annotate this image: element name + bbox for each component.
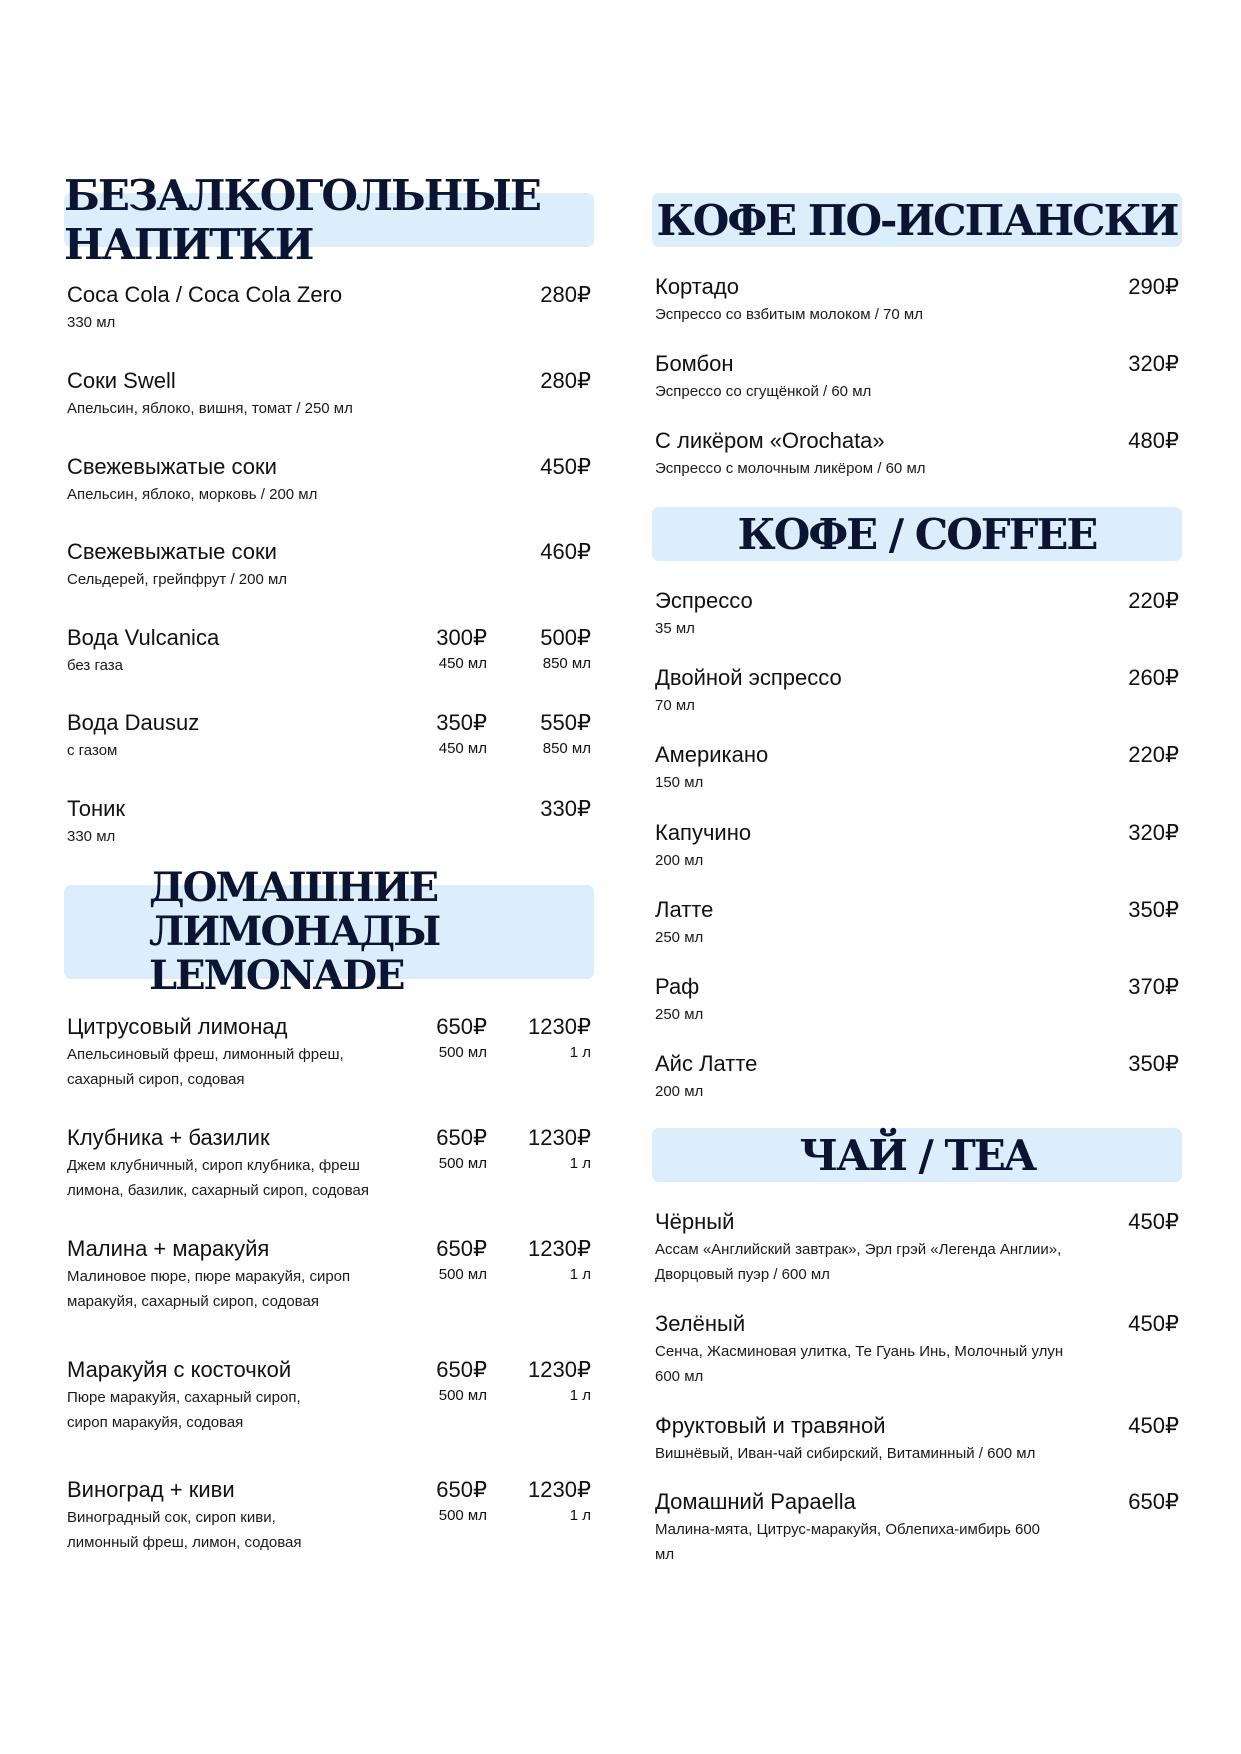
item-price: 280₽ [540, 282, 591, 307]
item-volume-large: 850 мл [542, 740, 591, 757]
section-title [64, 864, 594, 999]
item-name: Свежевыжатые соки [67, 454, 277, 479]
section-title: КОФЕ / COFFEE [652, 507, 1182, 561]
item-name: Соки Swell [67, 368, 176, 393]
item-price-large: 550₽ [540, 710, 591, 735]
section-soft-drinks [64, 171, 594, 269]
item-volume-small: 500 мл [438, 1266, 487, 1283]
item-price: 220₽ [1128, 588, 1179, 613]
item-price: 450₽ [540, 454, 591, 479]
item-description: Виноградный сок, сироп киви, лимонный фреш, лимон, содовая [67, 1509, 302, 1551]
item-volume-small: 500 мл [438, 1507, 487, 1524]
item-name: Свежевыжатые соки [67, 539, 277, 564]
item-name: С ликёром «Orochata» [655, 428, 885, 453]
item-price: 290₽ [1128, 274, 1179, 299]
item-price: 220₽ [1128, 742, 1179, 767]
item-description: Пюре маракуйя, сахарный сироп, сироп маракуйя, содовая [67, 1389, 301, 1431]
item-description: с газом [67, 742, 118, 759]
item-description: 70 мл [655, 697, 695, 714]
item-price-large: 1230₽ [528, 1357, 591, 1382]
item-name: Айс Латте [655, 1051, 758, 1076]
item-name: Coca Cola / Coca Cola Zero [67, 282, 343, 307]
item-description: Малина-мята, Цитрус-маракуйя, Облепиха-имбирь 600 мл [655, 1521, 1041, 1563]
item-description: Вишнёвый, Иван-чай сибирский, Витаминный / 600 мл [655, 1445, 1036, 1462]
item-name: Домашний Papaella [655, 1489, 856, 1514]
section-title: БЕЗАЛКОГОЛЬНЫЕ НАПИТКИ [64, 193, 594, 247]
section-title-line-1: ДОМАШНИЕ ЛИМОНАДЫ [149, 864, 440, 955]
section-title: ЧАЙ / TEA [652, 1128, 1182, 1182]
section-spanish-coffee [652, 193, 1182, 247]
item-price-small: 650₽ [436, 1236, 487, 1261]
item-volume-large: 1 л [569, 1387, 591, 1404]
item-volume-small: 500 мл [438, 1387, 487, 1404]
item-price: 370₽ [1128, 974, 1179, 999]
item-name: Фруктовый и травяной [655, 1413, 886, 1438]
item-name: Латте [655, 897, 714, 922]
item-price-small: 650₽ [436, 1477, 487, 1502]
item-name: Бомбон [655, 351, 734, 376]
item-name: Тоник [67, 796, 126, 821]
item-description: 35 мл [655, 620, 695, 637]
item-volume-large: 1 л [569, 1155, 591, 1172]
item-description: 330 мл [67, 314, 116, 331]
item-volume-small: 450 мл [438, 740, 487, 757]
item-volume-small: 500 мл [438, 1155, 487, 1172]
item-price: 330₽ [540, 796, 591, 821]
item-description: Эспрессо с молочным ликёром / 60 мл [655, 460, 926, 477]
item-name: Чёрный [655, 1209, 735, 1234]
item-description: Эспрессо со взбитым молоком / 70 мл [655, 306, 923, 323]
item-volume-large: 850 мл [542, 655, 591, 672]
item-volume-large: 1 л [569, 1507, 591, 1524]
item-description: Ассам «Английский завтрак», Эрл грэй «Легенда Англии», Дворцовый пуэр / 600 мл [655, 1241, 1062, 1283]
item-price: 480₽ [1128, 428, 1179, 453]
item-name: Маракуйя с косточкой [67, 1357, 292, 1382]
item-name: Вода Dausuz [67, 710, 200, 735]
item-price: 350₽ [1128, 1051, 1179, 1076]
item-price-small: 300₽ [436, 625, 487, 650]
item-description: без газа [67, 657, 124, 674]
item-description: Сельдерей, грейпфрут / 200 мл [67, 571, 288, 588]
item-price: 260₽ [1128, 665, 1179, 690]
item-price: 280₽ [540, 368, 591, 393]
item-price: 320₽ [1128, 351, 1179, 376]
item-name: Зелёный [655, 1311, 746, 1336]
item-description: Малиновое пюре, пюре маракуйя, сироп маракуйя, сахарный сироп, содовая [67, 1268, 351, 1310]
item-description: Джем клубничный, сироп клубника, фреш лимона, базилик, сахарный сироп, содовая [67, 1157, 369, 1199]
item-price-small: 650₽ [436, 1357, 487, 1382]
item-description: 330 мл [67, 828, 116, 845]
item-description: 150 мл [655, 774, 704, 791]
item-price: 450₽ [1128, 1311, 1179, 1336]
item-price-large: 1230₽ [528, 1014, 591, 1039]
item-name: Клубника + базилик [67, 1125, 270, 1150]
item-price-small: 350₽ [436, 710, 487, 735]
item-description: 250 мл [655, 929, 704, 946]
item-price: 350₽ [1128, 897, 1179, 922]
item-price: 650₽ [1128, 1489, 1179, 1514]
item-description: Апельсиновый фреш, лимонный фреш, сахарный сироп, содовая [67, 1046, 344, 1088]
item-price: 320₽ [1128, 820, 1179, 845]
item-price: 450₽ [1128, 1209, 1179, 1234]
item-price-large: 1230₽ [528, 1236, 591, 1261]
item-price-large: 1230₽ [528, 1125, 591, 1150]
section-tea [652, 1128, 1182, 1182]
section-coffee [652, 507, 1182, 561]
item-price: 460₽ [540, 539, 591, 564]
item-name: Цитрусовый лимонад [67, 1014, 288, 1039]
item-price-large: 1230₽ [528, 1477, 591, 1502]
item-price-large: 500₽ [540, 625, 591, 650]
item-name: Кортадо [655, 274, 739, 299]
item-price-small: 650₽ [436, 1125, 487, 1150]
item-description: Апельсин, яблоко, вишня, томат / 250 мл [67, 400, 353, 417]
item-description: 200 мл [655, 1083, 704, 1100]
item-name: Эспрессо [655, 588, 753, 613]
item-name: Раф [655, 974, 700, 999]
item-name: Виноград + киви [67, 1477, 235, 1502]
item-description: Эспрессо со сгущёнкой / 60 мл [655, 383, 872, 400]
item-volume-large: 1 л [569, 1266, 591, 1283]
item-name: Капучино [655, 820, 752, 845]
item-description: Сенча, Жасминовая улитка, Те Гуань Инь, Молочный улун 600 мл [655, 1343, 1064, 1385]
item-volume-small: 450 мл [438, 655, 487, 672]
item-price: 450₽ [1128, 1413, 1179, 1438]
item-name: Двойной эспрессо [655, 665, 842, 690]
item-price-small: 650₽ [436, 1014, 487, 1039]
section-lemonade [64, 864, 594, 999]
item-description: 250 мл [655, 1006, 704, 1023]
item-name: Малина + маракуйя [67, 1236, 270, 1261]
section-title: КОФЕ ПО-ИСПАНСКИ [652, 193, 1182, 247]
section-title-line-2: LEMONADE [149, 952, 404, 999]
item-volume-large: 1 л [569, 1044, 591, 1061]
item-name: Американо [655, 742, 769, 767]
item-description: 200 мл [655, 852, 704, 869]
item-description: Апельсин, яблоко, морковь / 200 мл [67, 486, 318, 503]
item-volume-small: 500 мл [438, 1044, 487, 1061]
item-name: Вода Vulcanica [67, 625, 220, 650]
